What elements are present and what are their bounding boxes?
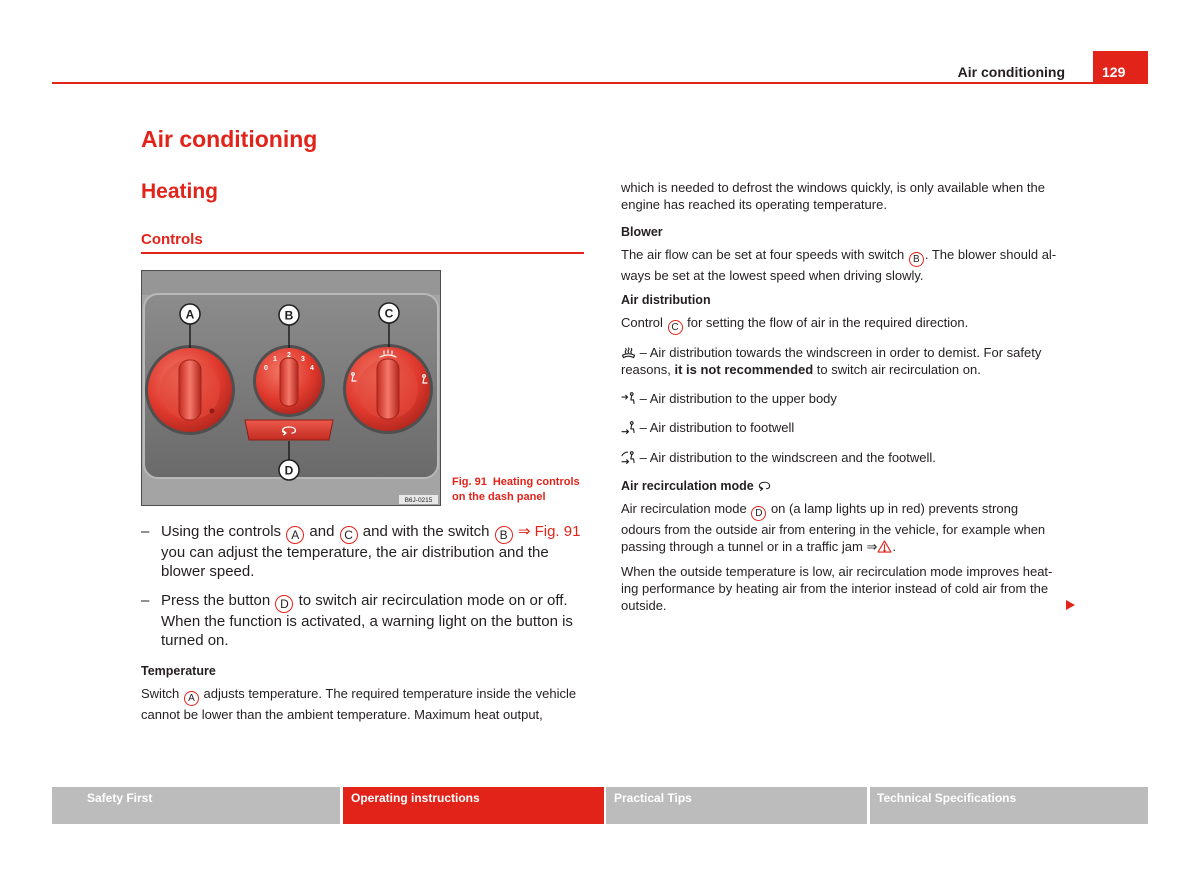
dial-mark: 1 (273, 356, 277, 363)
temperature-knob (145, 345, 235, 435)
distribution-windscreen-item (621, 344, 1041, 378)
dial-mark: 3 (301, 356, 305, 363)
text-run: and with the switch (358, 523, 494, 540)
control-label-d: D (751, 506, 766, 521)
windscreen-footwell-airflow-icon (621, 451, 636, 464)
figure-caption (452, 475, 580, 505)
section-rule (141, 252, 584, 254)
text-line (141, 685, 576, 706)
text-line (621, 246, 1056, 267)
text-line (621, 500, 1045, 521)
blower-paragraph (621, 246, 1056, 284)
figure-label-b: B (284, 308, 294, 323)
upper-body-airflow-icon (621, 392, 636, 405)
dial-mark: 2 (287, 352, 291, 359)
text-run: engine has reached its operating temperature. (621, 197, 887, 212)
text-run: Air recirculation mode (621, 479, 758, 493)
text-run: . (892, 539, 896, 554)
text-run: which is needed to defrost the windows quickly, is only available when the (621, 180, 1045, 195)
continued-paragraph (621, 179, 1045, 213)
text-run: to switch air recirculation on. (813, 362, 981, 377)
text-line (161, 613, 591, 632)
page-number: 129 (1093, 51, 1148, 84)
tab-practical-tips[interactable]: Practical Tips (606, 787, 867, 824)
tab-technical-specifications[interactable]: Technical Specifications (870, 787, 1148, 824)
running-title: Air conditioning (957, 64, 1065, 80)
text-line (621, 597, 1052, 614)
figure-label-d: D (284, 463, 294, 478)
text-line (621, 478, 772, 495)
text-line (621, 344, 1041, 361)
control-label-a: A (286, 526, 304, 544)
text-run: Press the button (161, 592, 275, 609)
air-distribution-knob (343, 344, 433, 434)
caption-line: on the dash panel (452, 491, 546, 503)
recirculation-button (245, 420, 333, 440)
air-distribution-heading: Air distribution (621, 293, 711, 307)
text-run: The air flow can be set at four speeds with switch (621, 247, 908, 262)
text-run: turned on. (161, 631, 229, 649)
text-run: ing performance by heating air from the interior instead of cold air from the (621, 581, 1049, 596)
text-line (161, 592, 591, 613)
text-run: – Air distribution to the windscreen and the footwell. (636, 450, 936, 465)
text-line (621, 314, 968, 335)
text-run: on (a lamp lights up in red) prevents strong (767, 501, 1019, 516)
windscreen-defrost-icon (621, 346, 636, 359)
warning-reference-link[interactable]: ⇒ (866, 539, 892, 554)
low-temperature-paragraph (621, 563, 1052, 614)
image-code: B6J-0215 (404, 497, 433, 504)
figure-label-a: A (185, 307, 195, 322)
text-run: adjusts temperature. The required temperature inside the vehicle (199, 686, 577, 701)
text-line (621, 179, 1045, 196)
instruction-step (141, 592, 591, 650)
control-label-c: C (340, 526, 358, 544)
text-line (621, 449, 936, 466)
dial-mark: 0 (264, 365, 268, 372)
text-run: Using the controls (161, 523, 286, 540)
step-text (161, 523, 591, 581)
text-line (621, 267, 1056, 284)
recirculation-icon (757, 479, 772, 492)
tab-operating-instructions[interactable]: Operating instructions (343, 787, 604, 824)
blower-heading: Blower (621, 225, 663, 239)
text-run: to switch air recirculation mode on or off. (294, 592, 568, 609)
page-title: Air conditioning (141, 126, 318, 152)
step-bullet: – (141, 523, 150, 540)
footwell-airflow-icon (621, 421, 636, 434)
text-run: outside. (621, 598, 667, 613)
control-label-b: B (909, 252, 924, 267)
text-run: and (305, 523, 339, 540)
control-label-c: C (668, 320, 683, 335)
text-line (621, 419, 794, 436)
section-heading: Controls (141, 231, 203, 248)
emphasis-text: it is not recommended (674, 362, 814, 377)
step-bullet: – (141, 592, 150, 609)
text-run: cannot be lower than the ambient temperature. Maximum heat output, (141, 707, 543, 722)
text-line (621, 390, 837, 407)
tab-safety-first[interactable]: Safety First (52, 787, 340, 824)
recirculation-paragraph (621, 500, 1045, 555)
blower-knob (253, 345, 325, 417)
text-run: blower speed. (161, 562, 255, 580)
control-label-b: B (495, 526, 513, 544)
temperature-paragraph (141, 685, 576, 723)
distribution-upper-body-item (621, 390, 837, 407)
figure-reference-link[interactable]: ⇒ Fig. 91 (517, 523, 581, 540)
instruction-step (141, 523, 591, 581)
text-run: for setting the flow of air in the required direction. (683, 315, 969, 330)
temperature-heading: Temperature (141, 664, 216, 678)
text-line (621, 580, 1052, 597)
air-distribution-intro (621, 314, 968, 335)
header-rule (52, 82, 1148, 84)
distribution-windscreen-footwell-item (621, 449, 936, 466)
text-run: Switch (141, 686, 183, 701)
control-label-d: D (275, 595, 293, 613)
text-run: – Air distribution towards the windscreen in order to demist. For safety (636, 345, 1042, 360)
text-run: When the outside temperature is low, air recirculation mode improves heat- (621, 564, 1053, 579)
text-run: Control (621, 315, 667, 330)
dash-top-strip (142, 271, 440, 295)
step-text (161, 592, 591, 650)
heating-controls-illustration (141, 270, 441, 506)
text-run: – Air distribution to footwell (636, 420, 795, 435)
text-line (621, 196, 1045, 213)
caption-text: Heating controls (492, 476, 580, 488)
text-line (161, 523, 591, 544)
continued-marker-icon (1066, 600, 1075, 610)
text-line (161, 632, 591, 651)
text-run: – Air distribution to the upper body (636, 391, 837, 406)
text-run: passing through a tunnel or in a traffic jam (621, 539, 867, 554)
warning-icon (877, 540, 892, 553)
caption-line (452, 475, 580, 490)
text-line (621, 563, 1052, 580)
text-run: ways be set at the lowest speed when driving slowly. (621, 268, 924, 283)
chapter-subtitle: Heating (141, 180, 219, 203)
text-run: you can adjust the temperature, the air distribution and the (161, 544, 549, 561)
dial-mark: 4 (310, 365, 314, 372)
text-line (161, 563, 591, 582)
text-line (621, 361, 1041, 378)
text-line (621, 521, 1045, 538)
text-line (161, 544, 591, 563)
text-run: . The blower should al- (924, 247, 1057, 262)
figure-number: Fig. 91 (452, 476, 487, 488)
text-run: odours from the outside air from entering in the vehicle, for example when (621, 522, 1046, 537)
text-line (621, 538, 1045, 555)
text-line (141, 706, 576, 723)
recirculation-heading (621, 478, 772, 495)
text-run: When the function is activated, a warning light on the button is (161, 613, 573, 630)
figure-label-c: C (384, 306, 394, 321)
text-run: reasons, (621, 362, 675, 377)
distribution-footwell-item (621, 419, 794, 436)
control-label-a: A (184, 691, 199, 706)
text-run: Air recirculation mode (621, 501, 751, 516)
